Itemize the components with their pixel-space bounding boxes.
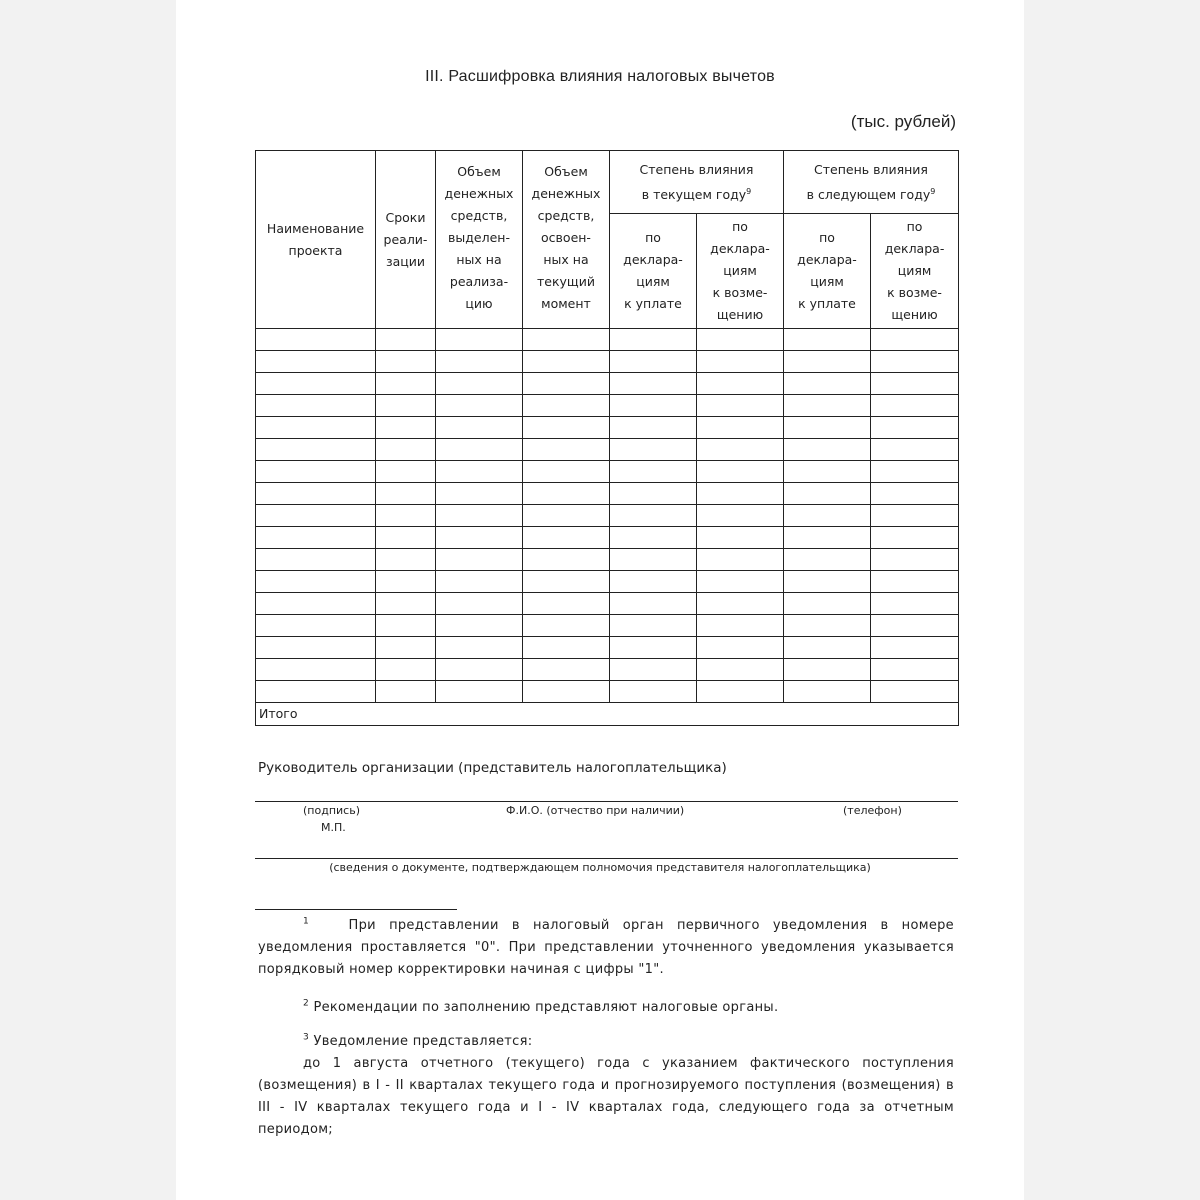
document-page — [176, 0, 1024, 1200]
table-cell[interactable] — [784, 483, 871, 505]
table-cell[interactable] — [697, 329, 784, 351]
table-cell[interactable] — [256, 637, 376, 659]
table-cell[interactable] — [784, 395, 871, 417]
table-cell[interactable] — [871, 681, 959, 703]
table-cell[interactable] — [436, 483, 523, 505]
header-mastered-funds: Объем денежных средств, освоен- ных на текущий момент — [523, 151, 610, 329]
table-cell[interactable] — [871, 505, 959, 527]
header-current-payment: по деклара- циям к уплате — [610, 214, 697, 329]
table-cell[interactable] — [376, 527, 436, 549]
next-year-footnote-ref: 9 — [930, 186, 936, 196]
table-cell[interactable] — [784, 329, 871, 351]
table-cell[interactable] — [256, 593, 376, 615]
header-next-year-impact — [784, 151, 959, 214]
table-cell[interactable] — [610, 439, 697, 461]
table-cell[interactable] — [256, 505, 376, 527]
table-row — [256, 593, 959, 615]
table-cell[interactable] — [871, 351, 959, 373]
table-cell[interactable] — [256, 439, 376, 461]
table-cell[interactable] — [256, 615, 376, 637]
table-row — [256, 681, 959, 703]
footnote-3-number: 3 — [303, 1032, 310, 1043]
table-cell[interactable] — [436, 505, 523, 527]
table-cell[interactable] — [784, 351, 871, 373]
table-cell[interactable] — [523, 483, 610, 505]
table-cell[interactable] — [436, 549, 523, 571]
footnote-3-text: Уведомление представляется: — [313, 1034, 533, 1049]
table-cell[interactable] — [610, 483, 697, 505]
table-cell[interactable] — [436, 417, 523, 439]
table-row — [256, 505, 959, 527]
table-cell[interactable] — [697, 549, 784, 571]
table-cell[interactable] — [436, 527, 523, 549]
header-current-refund: по деклара- циям к возме- щению — [697, 214, 784, 329]
table-cell[interactable] — [523, 505, 610, 527]
table-cell[interactable] — [523, 461, 610, 483]
table-cell[interactable] — [436, 395, 523, 417]
table-cell[interactable] — [871, 329, 959, 351]
table-cell[interactable] — [376, 615, 436, 637]
table-cell[interactable] — [610, 527, 697, 549]
next-year-group-label: Степень влияния в следующем году — [806, 162, 931, 202]
table-cell[interactable] — [256, 373, 376, 395]
table-cell[interactable] — [784, 417, 871, 439]
table-row — [256, 527, 959, 549]
header-next-payment: по деклара- циям к уплате — [784, 214, 871, 329]
table-body — [256, 329, 959, 703]
table-cell[interactable] — [256, 417, 376, 439]
header-terms: Сроки реали- зации — [376, 151, 436, 329]
table-cell[interactable] — [256, 483, 376, 505]
table-cell[interactable] — [523, 615, 610, 637]
table-row — [256, 637, 959, 659]
table-cell[interactable] — [697, 395, 784, 417]
table-cell[interactable] — [610, 373, 697, 395]
table-cell[interactable] — [256, 329, 376, 351]
table-cell[interactable] — [436, 329, 523, 351]
table-cell[interactable] — [697, 439, 784, 461]
table-cell[interactable] — [784, 505, 871, 527]
table-cell[interactable] — [610, 593, 697, 615]
name-caption: Ф.И.О. (отчество при наличии) — [506, 804, 685, 817]
table-cell[interactable] — [436, 439, 523, 461]
table-cell[interactable] — [523, 637, 610, 659]
table-cell[interactable] — [376, 483, 436, 505]
table-cell[interactable] — [784, 439, 871, 461]
table-cell[interactable] — [436, 461, 523, 483]
signature-caption: (подпись) — [303, 804, 360, 817]
table-row — [256, 461, 959, 483]
table-cell[interactable] — [523, 439, 610, 461]
table-row — [256, 439, 959, 461]
table-cell[interactable] — [523, 681, 610, 703]
table-cell[interactable] — [436, 659, 523, 681]
table-cell[interactable] — [784, 637, 871, 659]
table-row — [256, 483, 959, 505]
table-cell[interactable] — [523, 549, 610, 571]
table-cell[interactable] — [256, 395, 376, 417]
footnote-3-detail: до 1 августа отчетного (текущего) года с указанием фактического поступления (возмещения) в I - II кварталах текущего года и прогнозируемого поступления (возмещения) в III - IV кварталах текущего года и I - IV кварталах года, следующего года за отчетным периодом; — [258, 1056, 954, 1137]
table-cell[interactable] — [376, 439, 436, 461]
table-cell[interactable] — [610, 351, 697, 373]
table-cell[interactable] — [523, 395, 610, 417]
footnote-separator — [255, 909, 457, 910]
table-cell[interactable] — [871, 637, 959, 659]
table-cell[interactable] — [376, 417, 436, 439]
table-cell[interactable] — [697, 483, 784, 505]
table-cell[interactable] — [871, 417, 959, 439]
table-cell[interactable] — [256, 351, 376, 373]
table-cell[interactable] — [871, 373, 959, 395]
table-cell[interactable] — [256, 549, 376, 571]
table-cell[interactable] — [697, 461, 784, 483]
table-cell[interactable] — [610, 571, 697, 593]
table-cell[interactable] — [697, 505, 784, 527]
table-cell[interactable] — [523, 373, 610, 395]
table-cell[interactable] — [376, 329, 436, 351]
table-row — [256, 329, 959, 351]
tax-deductions-table — [255, 150, 959, 726]
table-cell[interactable] — [523, 659, 610, 681]
header-allocated-funds: Объем денежных средств, выделен- ных на реализа- цию — [436, 151, 523, 329]
table-cell[interactable] — [523, 593, 610, 615]
table-cell[interactable] — [376, 549, 436, 571]
table-cell[interactable] — [436, 373, 523, 395]
table-cell[interactable] — [697, 373, 784, 395]
table-cell[interactable] — [376, 505, 436, 527]
table-cell[interactable] — [784, 681, 871, 703]
table-cell[interactable] — [376, 681, 436, 703]
current-year-footnote-ref: 9 — [746, 186, 752, 196]
stamp-caption: М.П. — [321, 821, 346, 834]
table-cell[interactable] — [436, 593, 523, 615]
total-row: Итого — [256, 703, 959, 726]
table-cell[interactable] — [784, 659, 871, 681]
footnote-1 — [258, 915, 954, 981]
table-cell[interactable] — [784, 571, 871, 593]
table-cell[interactable] — [610, 395, 697, 417]
table-cell[interactable] — [871, 615, 959, 637]
table-cell[interactable] — [697, 637, 784, 659]
table-row — [256, 395, 959, 417]
table-cell[interactable] — [871, 571, 959, 593]
table-cell[interactable] — [871, 527, 959, 549]
table-cell[interactable] — [784, 615, 871, 637]
table-cell[interactable] — [523, 417, 610, 439]
table-cell[interactable] — [784, 549, 871, 571]
table-cell[interactable] — [256, 659, 376, 681]
table-cell[interactable] — [523, 571, 610, 593]
table-cell[interactable] — [610, 659, 697, 681]
table-cell[interactable] — [697, 659, 784, 681]
table-cell[interactable] — [697, 351, 784, 373]
table-cell[interactable] — [871, 461, 959, 483]
section-title: III. Расшифровка влияния налоговых вычетов — [425, 68, 775, 85]
table-cell[interactable] — [610, 681, 697, 703]
table-cell[interactable] — [784, 373, 871, 395]
table-cell[interactable] — [784, 461, 871, 483]
table-cell[interactable] — [256, 681, 376, 703]
table-cell[interactable] — [784, 593, 871, 615]
table-row — [256, 571, 959, 593]
table-cell[interactable] — [376, 461, 436, 483]
table-cell[interactable] — [697, 527, 784, 549]
table-cell[interactable] — [376, 373, 436, 395]
table-cell[interactable] — [376, 571, 436, 593]
table-cell[interactable] — [523, 329, 610, 351]
table-cell[interactable] — [697, 593, 784, 615]
table-row — [256, 615, 959, 637]
head-signature-label: Руководитель организации (представитель налогоплательщика) — [258, 760, 727, 776]
table-cell[interactable] — [436, 351, 523, 373]
table-cell[interactable] — [376, 395, 436, 417]
units-label: (тыс. рублей) — [850, 112, 956, 131]
table-cell[interactable] — [610, 417, 697, 439]
table-cell[interactable] — [871, 659, 959, 681]
table-cell[interactable] — [697, 681, 784, 703]
table-cell[interactable] — [610, 615, 697, 637]
table-row — [256, 373, 959, 395]
table-cell[interactable] — [523, 527, 610, 549]
table-cell[interactable] — [376, 637, 436, 659]
table-row — [256, 549, 959, 571]
footnote-1-text: При представлении в налоговый орган первичного уведомления в номере уведомления проставляется "0". При представлении уточненного уведомления указывается порядковый номер корректировки начиная с цифры "1". — [258, 918, 954, 977]
footnote-3 — [258, 1031, 954, 1053]
table-cell[interactable] — [784, 527, 871, 549]
phone-caption: (телефон) — [843, 804, 902, 817]
table-cell[interactable] — [256, 461, 376, 483]
footnote-1-number: 1 — [303, 916, 310, 927]
table-cell[interactable] — [871, 395, 959, 417]
table-cell[interactable] — [376, 593, 436, 615]
document-line — [255, 858, 958, 859]
table-cell[interactable] — [376, 351, 436, 373]
signature-line — [255, 801, 958, 802]
current-year-group-label: Степень влияния в текущем году — [639, 162, 754, 202]
table-row — [256, 659, 959, 681]
table-cell[interactable] — [871, 483, 959, 505]
table-cell[interactable] — [871, 549, 959, 571]
table-cell[interactable] — [436, 615, 523, 637]
table-cell[interactable] — [697, 615, 784, 637]
table-cell[interactable] — [871, 593, 959, 615]
table-cell[interactable] — [871, 439, 959, 461]
table-cell[interactable] — [256, 571, 376, 593]
footnote-2-text: Рекомендации по заполнению представляют налоговые органы. — [313, 1000, 779, 1015]
header-next-refund: по деклара- циям к возме- щению — [871, 214, 959, 329]
table-cell[interactable] — [697, 417, 784, 439]
table-cell[interactable] — [256, 527, 376, 549]
table-row — [256, 351, 959, 373]
table-cell[interactable] — [697, 571, 784, 593]
table-cell[interactable] — [610, 505, 697, 527]
table-cell[interactable] — [436, 681, 523, 703]
footnote-2 — [258, 997, 954, 1019]
table-cell[interactable] — [523, 351, 610, 373]
table-cell[interactable] — [610, 637, 697, 659]
table-row — [256, 417, 959, 439]
header-current-year-impact — [610, 151, 784, 214]
table-cell[interactable] — [610, 549, 697, 571]
document-caption: (сведения о документе, подтверждающем полномочия представителя налогоплательщика) — [329, 861, 871, 874]
table-cell[interactable] — [436, 637, 523, 659]
table-cell[interactable] — [376, 659, 436, 681]
header-project-name: Наименование проекта — [256, 151, 376, 329]
table-cell[interactable] — [610, 329, 697, 351]
table-cell[interactable] — [610, 461, 697, 483]
footnote-2-number: 2 — [303, 998, 310, 1009]
table-cell[interactable] — [436, 571, 523, 593]
